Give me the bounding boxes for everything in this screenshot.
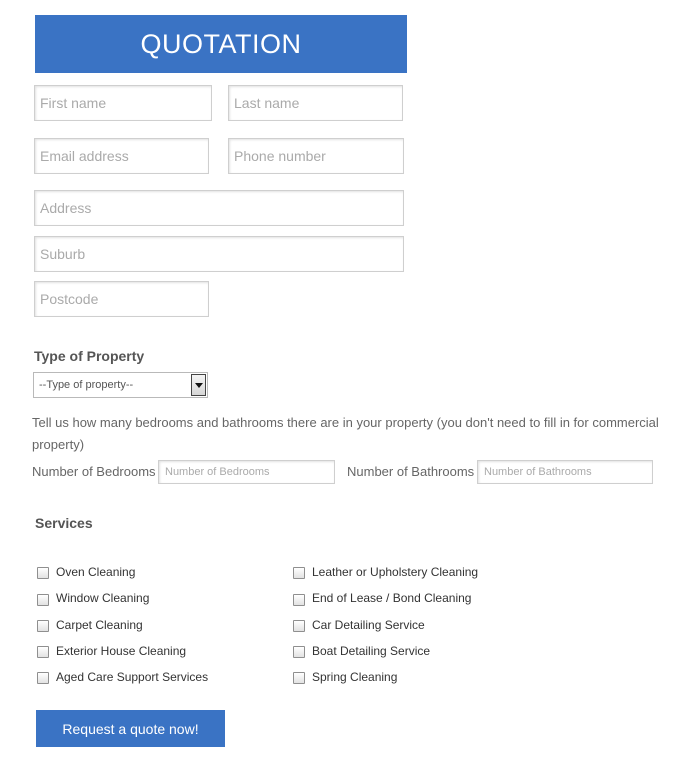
service-label: Leather or Upholstery Cleaning xyxy=(312,565,479,579)
service-label: Aged Care Support Services xyxy=(56,670,209,684)
address-input[interactable] xyxy=(34,190,404,226)
property-type-select[interactable] xyxy=(33,372,208,398)
chevron-down-icon[interactable] xyxy=(191,374,206,396)
last-name-input[interactable] xyxy=(228,85,403,121)
service-checkbox-end-of-lease[interactable] xyxy=(293,594,305,606)
property-type-heading: Type of Property xyxy=(34,348,145,364)
bedrooms-label: Number of Bedrooms xyxy=(32,464,156,479)
service-checkbox-leather-upholstery[interactable] xyxy=(293,567,305,579)
service-label: Car Detailing Service xyxy=(312,618,425,632)
rooms-hint-text: Tell us how many bedrooms and bathrooms there are in your property (you don't need to fill in for commercial property) xyxy=(32,415,659,452)
email-input[interactable] xyxy=(34,138,209,174)
bedrooms-input[interactable] xyxy=(158,460,335,484)
service-checkbox-carpet-cleaning[interactable] xyxy=(37,620,49,632)
service-checkbox-car-detailing[interactable] xyxy=(293,620,305,632)
service-checkbox-aged-care-support[interactable] xyxy=(37,672,49,684)
services-heading: Services xyxy=(35,515,93,531)
quotation-banner: QUOTATION xyxy=(35,15,407,73)
postcode-input[interactable] xyxy=(34,281,209,317)
service-label: Boat Detailing Service xyxy=(312,644,431,658)
service-checkbox-spring-cleaning[interactable] xyxy=(293,672,305,684)
property-type-selected-value: --Type of property-- xyxy=(39,379,134,391)
service-label: Oven Cleaning xyxy=(56,565,136,579)
service-checkbox-boat-detailing[interactable] xyxy=(293,646,305,658)
bathrooms-input[interactable] xyxy=(477,460,653,484)
service-checkbox-exterior-house-cleaning[interactable] xyxy=(37,646,49,658)
service-label: Spring Cleaning xyxy=(312,670,398,684)
service-checkbox-oven-cleaning[interactable] xyxy=(37,567,49,579)
phone-input[interactable] xyxy=(228,138,404,174)
service-label: Carpet Cleaning xyxy=(56,618,143,632)
service-label: Exterior House Cleaning xyxy=(56,644,187,658)
bathrooms-label: Number of Bathrooms xyxy=(347,464,475,479)
request-quote-button[interactable]: Request a quote now! xyxy=(36,710,225,747)
service-checkbox-window-cleaning[interactable] xyxy=(37,594,49,606)
service-label: End of Lease / Bond Cleaning xyxy=(312,591,472,605)
first-name-input[interactable] xyxy=(34,85,212,121)
service-label: Window Cleaning xyxy=(56,591,150,605)
suburb-input[interactable] xyxy=(34,236,404,272)
